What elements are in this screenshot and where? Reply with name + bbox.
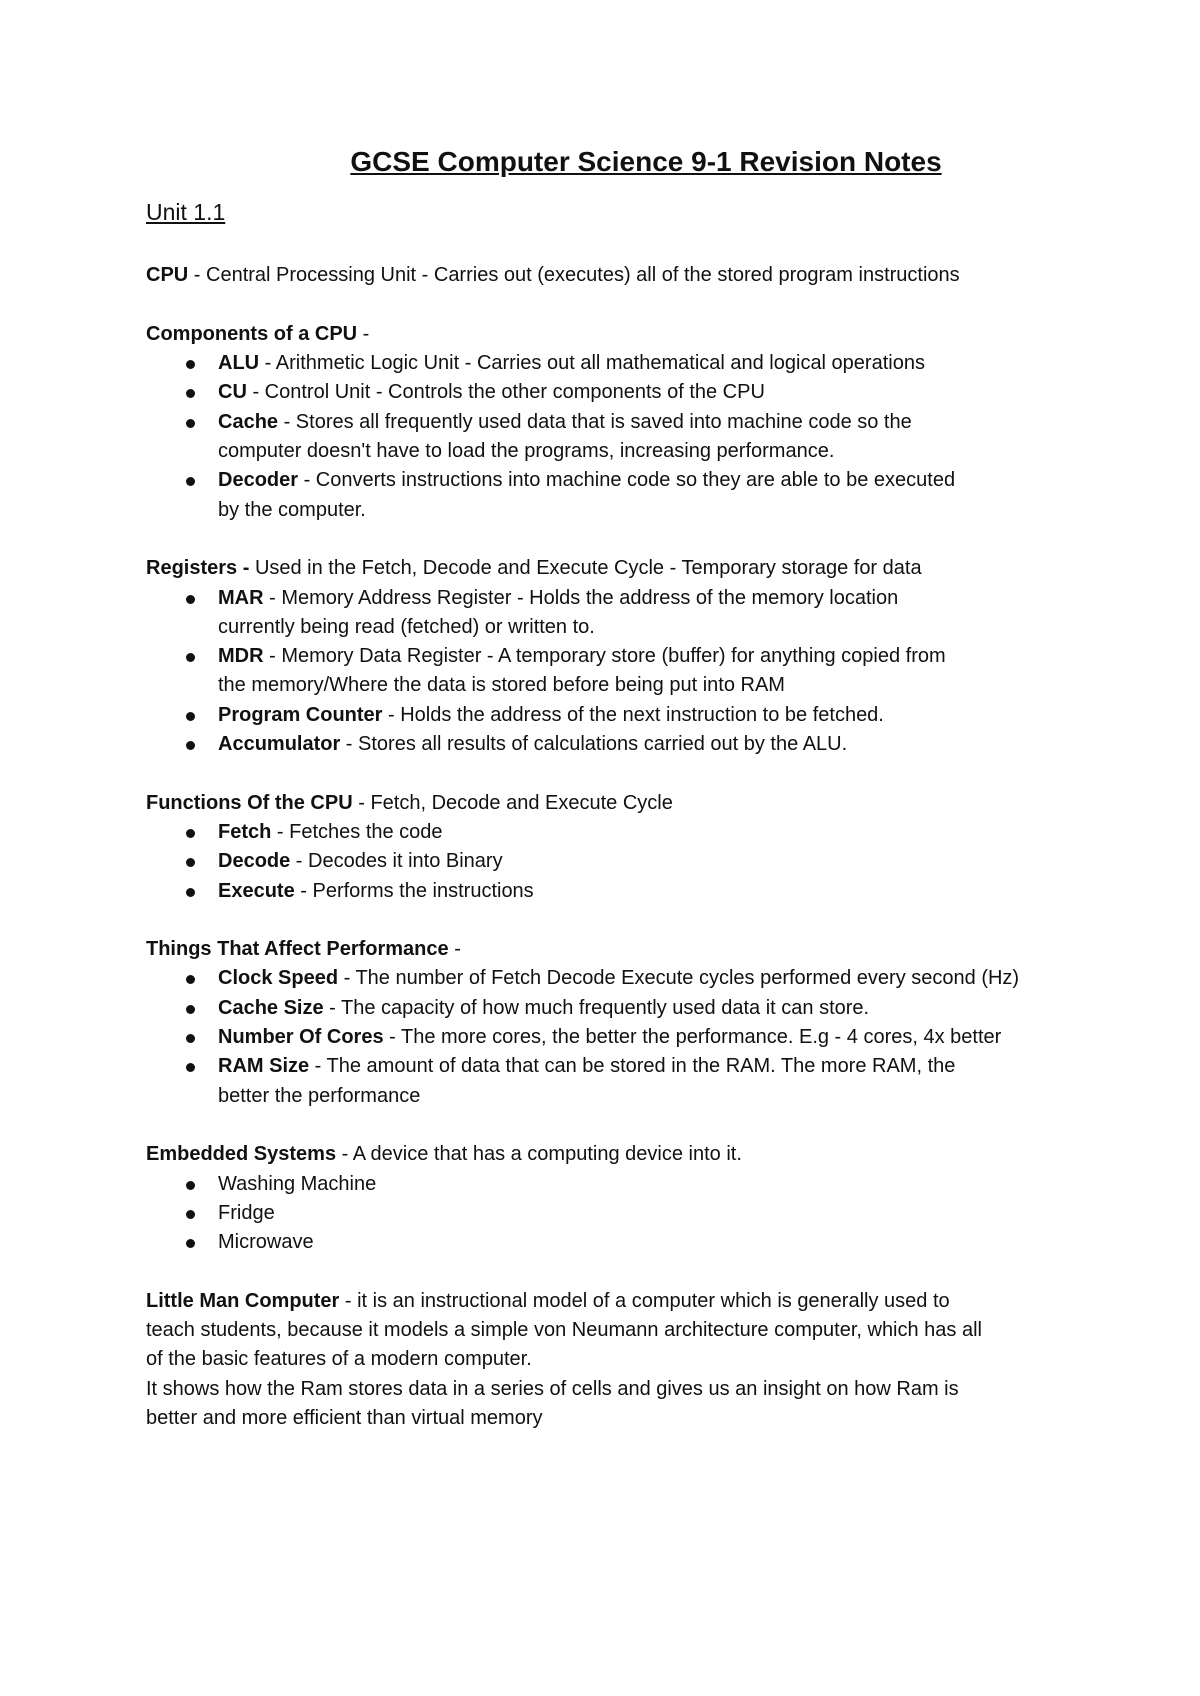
lmc-line: It shows how the Ram stores data in a series of cells and gives us an insight on how Ram is (146, 1377, 959, 1400)
cpu-term: CPU (146, 264, 189, 287)
item-text: - Stores all frequently used data that is saved into machine code so the (278, 410, 912, 433)
components-list-item (146, 378, 1136, 407)
bullet-icon (186, 1063, 195, 1072)
lmc-line: of the basic features of a modern computer. (146, 1348, 532, 1371)
performance-heading-text: - (448, 938, 461, 961)
item-term: CU (218, 381, 247, 404)
registers-list-item (146, 730, 1136, 759)
performance-heading (146, 935, 1136, 964)
item-text: - The amount of data that can be stored in the RAM. The more RAM, the (309, 1055, 956, 1078)
section-gap (146, 906, 1136, 935)
section-gap (146, 1257, 1136, 1286)
components-list (146, 349, 1136, 525)
bullet-icon (186, 653, 195, 662)
item-text: - Arithmetic Logic Unit - Carries out all mathematical and logical operations (259, 352, 925, 375)
item-text: - The capacity of how much frequently used data it can store. (323, 996, 870, 1019)
registers-list-item (146, 642, 1136, 701)
embedded-heading-text: - A device that has a computing device into it. (336, 1143, 742, 1166)
section-gap (146, 525, 1136, 554)
components-heading-term: Components of a CPU (146, 322, 358, 345)
section-gap (146, 1111, 1136, 1140)
item-term: Program Counter (218, 703, 383, 726)
page-title: GCSE Computer Science 9-1 Revision Notes (350, 146, 942, 177)
bullet-icon (186, 888, 195, 897)
item-text: - Decodes it into Binary (290, 850, 503, 873)
components-list-item (146, 349, 1136, 378)
lmc-line: teach students, because it models a simple von Neumann architecture computer, which has all (146, 1318, 982, 1341)
bullet-icon (186, 1210, 195, 1219)
bullet-icon (186, 477, 195, 486)
components-heading (146, 320, 1136, 349)
bullet-icon (186, 1005, 195, 1014)
item-text: Microwave (218, 1231, 314, 1254)
functions-list-item (146, 818, 1136, 847)
bullet-icon (186, 712, 195, 721)
item-term: Decode (218, 850, 291, 873)
functions-list (146, 818, 1136, 906)
embedded-heading-term: Embedded Systems (146, 1143, 337, 1166)
item-term: Fetch (218, 820, 272, 843)
section-gap (146, 759, 1136, 788)
registers-heading (146, 554, 1136, 583)
item-text: by the computer. (218, 498, 366, 521)
lmc-line: better and more efficient than virtual memory (146, 1406, 543, 1429)
performance-list (146, 964, 1136, 1110)
item-text: - The more cores, the better the performance. E.g - 4 cores, 4x better (383, 1026, 1002, 1049)
bullet-icon (186, 1181, 195, 1190)
item-text: - Memory Data Register - A temporary store (buffer) for anything copied from (263, 645, 946, 668)
document-page (146, 140, 1136, 1433)
bullet-icon (186, 595, 195, 604)
registers-heading-text: Used in the Fetch, Decode and Execute Cycle - Temporary storage for data (254, 557, 922, 580)
unit-heading: Unit 1.1 (146, 199, 226, 225)
performance-list-item (146, 1052, 1136, 1111)
embedded-heading (146, 1140, 1136, 1169)
functions-heading (146, 789, 1136, 818)
components-list-item (146, 408, 1136, 467)
item-term: Decoder (218, 469, 299, 492)
item-text: computer doesn't have to load the programs, increasing performance. (218, 440, 835, 463)
functions-list-item (146, 877, 1136, 906)
bullet-icon (186, 858, 195, 867)
bullet-icon (186, 829, 195, 838)
item-term: Cache Size (218, 996, 324, 1019)
item-text: Washing Machine (218, 1172, 377, 1195)
item-text: - Control Unit - Controls the other components of the CPU (246, 381, 765, 404)
bullet-icon (186, 419, 195, 428)
lmc-heading (146, 1287, 1136, 1316)
functions-list-item (146, 847, 1136, 876)
components-list-item (146, 466, 1136, 525)
item-term: MDR (218, 645, 264, 668)
bullet-icon (186, 389, 195, 398)
performance-list-item (146, 964, 1136, 993)
item-text: - Stores all results of calculations carried out by the ALU. (340, 733, 848, 756)
lmc-heading-text: - it is an instructional model of a computer which is generally used to (339, 1289, 950, 1312)
lmc-heading-term: Little Man Computer (146, 1289, 340, 1312)
performance-heading-term: Things That Affect Performance (146, 938, 449, 961)
registers-list (146, 584, 1136, 760)
item-text: the memory/Where the data is stored before being put into RAM (218, 674, 785, 697)
bullet-icon (186, 741, 195, 750)
item-term: MAR (218, 586, 264, 609)
item-term: Execute (218, 879, 295, 902)
bullet-icon (186, 360, 195, 369)
item-term: Clock Speed (218, 967, 339, 990)
item-text: currently being read (fetched) or written to. (218, 615, 595, 638)
item-term: RAM Size (218, 1055, 310, 1078)
cpu-definition (146, 261, 1136, 290)
registers-list-item (146, 584, 1136, 643)
item-text: - Fetches the code (271, 820, 443, 843)
item-term: Accumulator (218, 733, 341, 756)
item-text: - Performs the instructions (294, 879, 534, 902)
item-text: - Holds the address of the next instruction to be fetched. (382, 703, 884, 726)
item-text: - Memory Address Register - Holds the address of the memory location (263, 586, 899, 609)
item-text: better the performance (218, 1084, 421, 1107)
item-text: - Converts instructions into machine code so they are able to be executed (298, 469, 956, 492)
performance-list-item (146, 994, 1136, 1023)
item-term: ALU (218, 352, 260, 375)
item-term: Cache (218, 410, 279, 433)
functions-heading-term: Functions Of the CPU (146, 791, 353, 814)
bullet-icon (186, 1034, 195, 1043)
sections (146, 320, 1136, 1433)
registers-list-item (146, 701, 1136, 730)
embedded-list-item (146, 1170, 1136, 1199)
embedded-list (146, 1170, 1136, 1258)
embedded-list-item (146, 1228, 1136, 1257)
functions-heading-text: - Fetch, Decode and Execute Cycle (352, 791, 673, 814)
cpu-text: - Central Processing Unit - Carries out (executes) all of the stored program instructions (188, 264, 960, 287)
item-term: Number Of Cores (218, 1026, 384, 1049)
registers-heading-term: Registers - (146, 557, 255, 580)
bullet-icon (186, 975, 195, 984)
components-heading-text: - (357, 322, 370, 345)
performance-list-item (146, 1023, 1136, 1052)
item-text: - The number of Fetch Decode Execute cycles performed every second (Hz) (338, 967, 1020, 990)
embedded-list-item (146, 1199, 1136, 1228)
item-text: Fridge (218, 1201, 275, 1224)
bullet-icon (186, 1239, 195, 1248)
